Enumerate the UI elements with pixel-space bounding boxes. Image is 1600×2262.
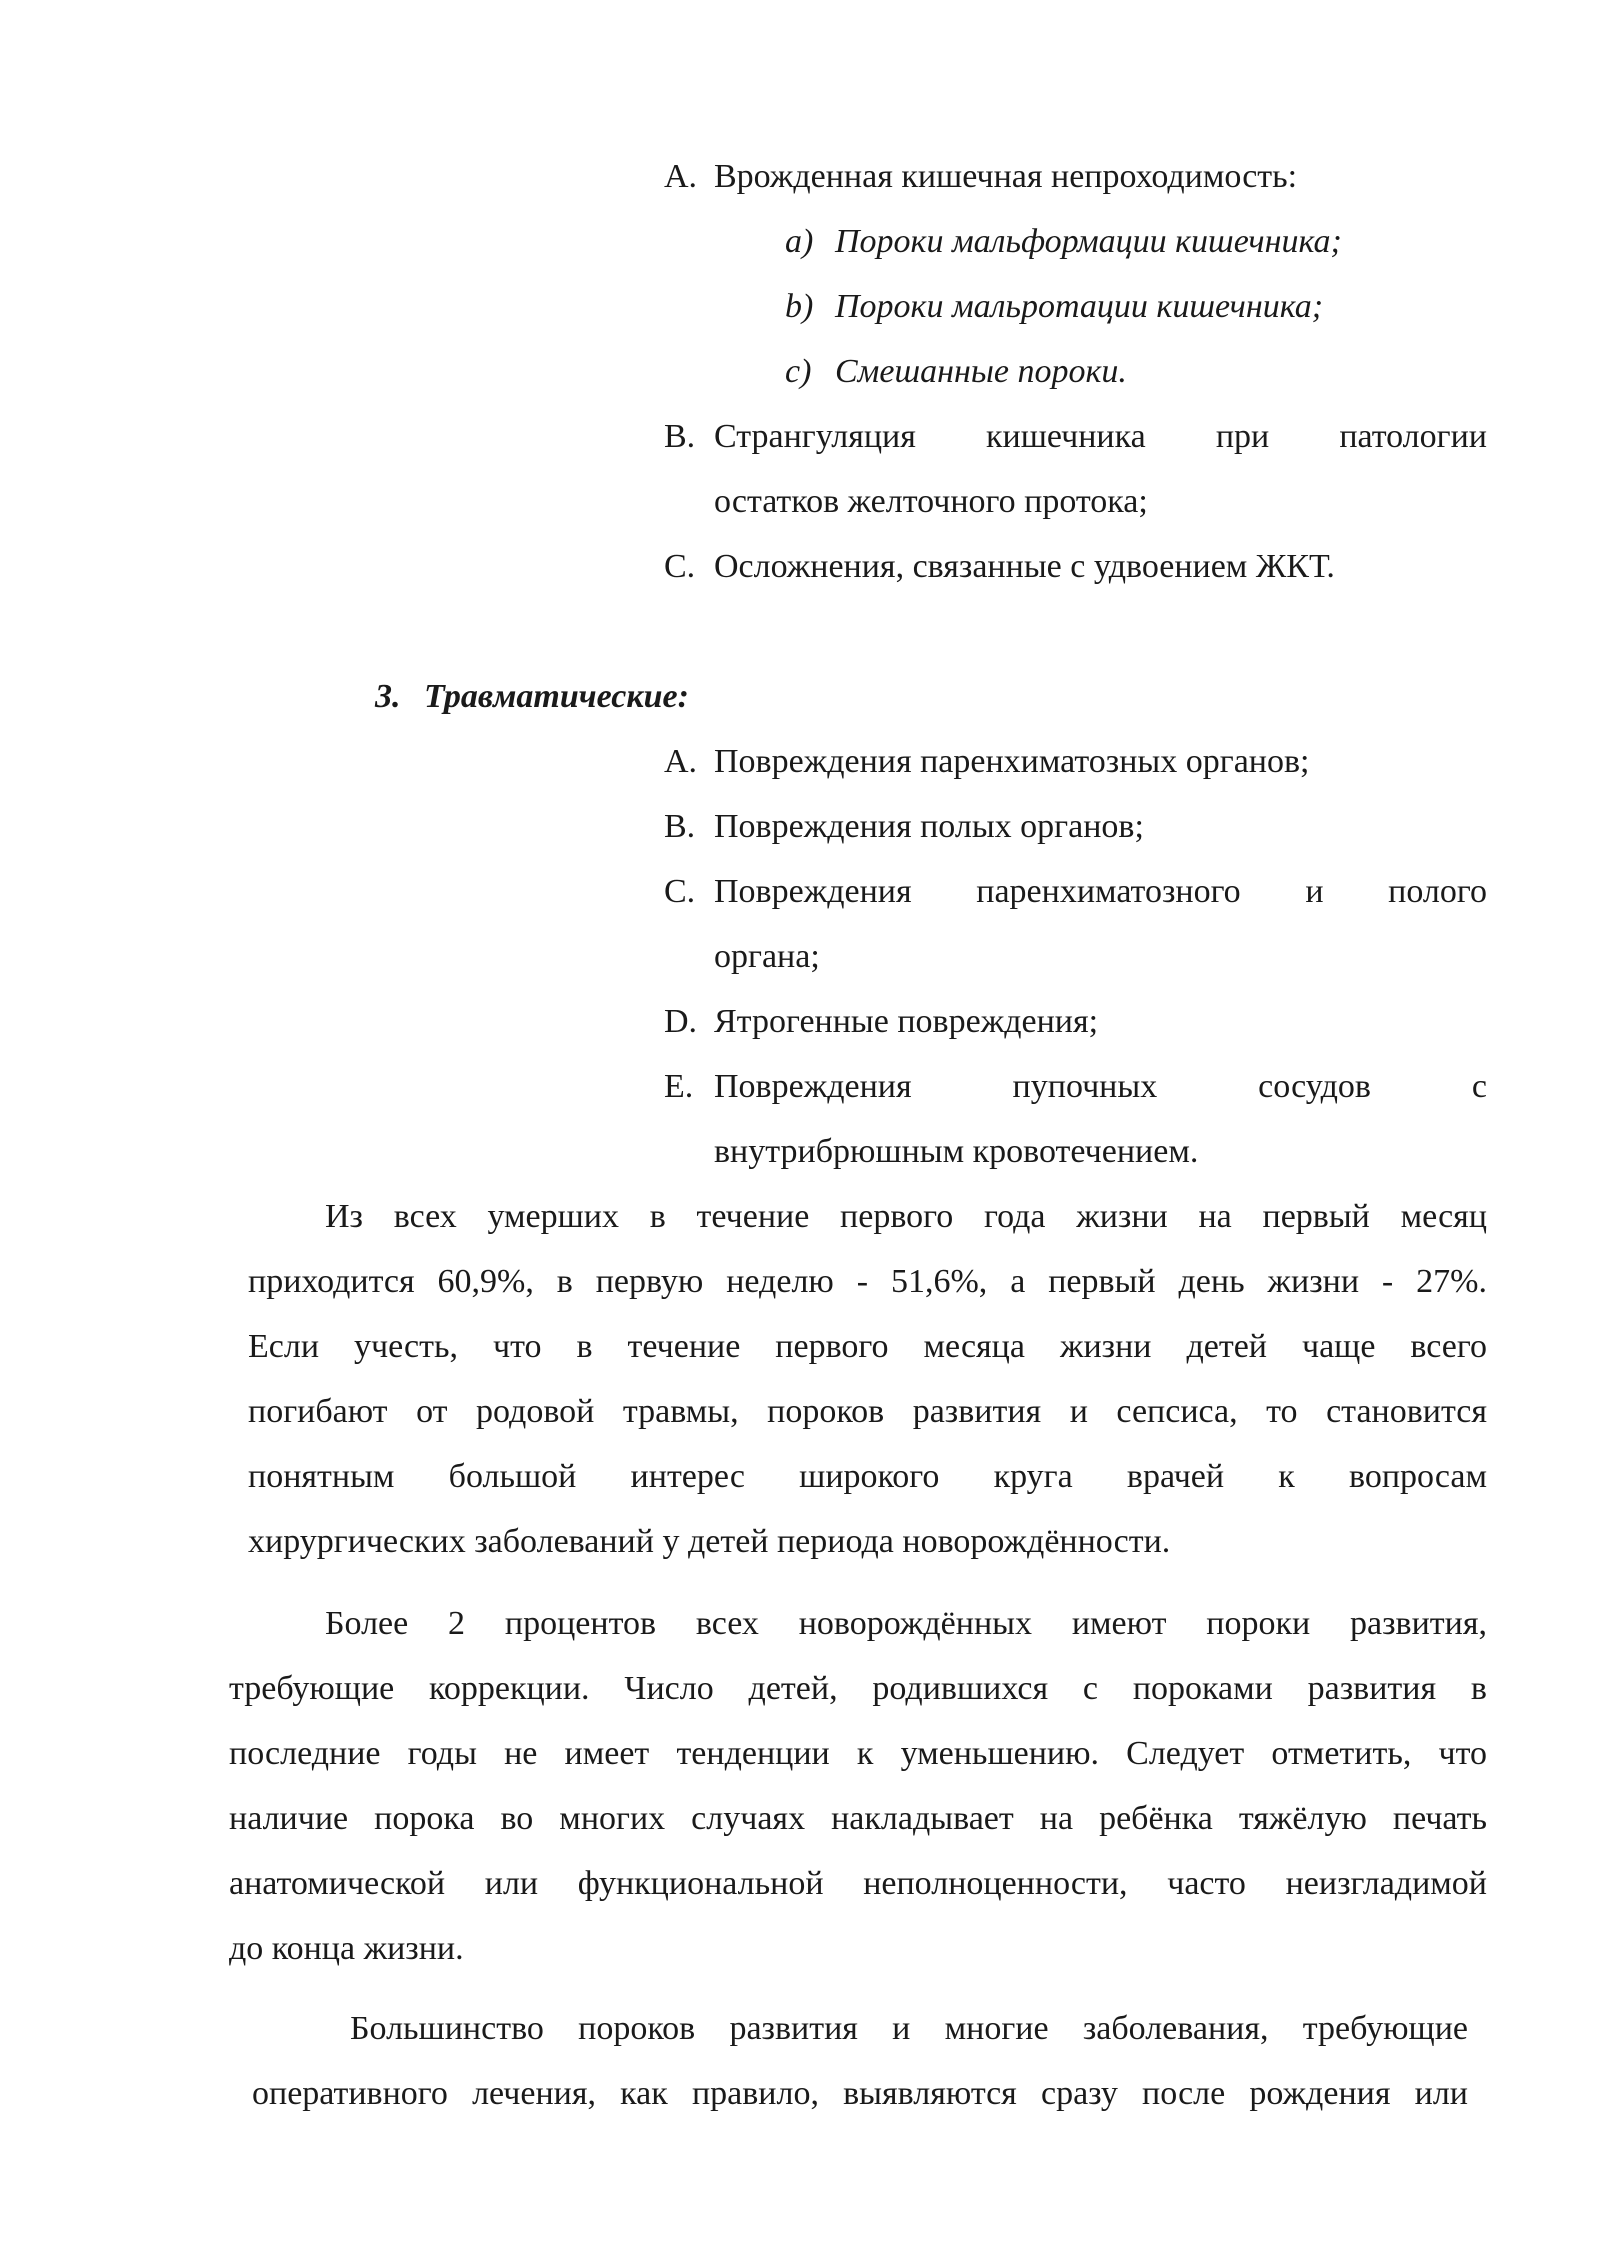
paragraph-1-line-5: понятным большой интерес широкого круга врачей к вопросам xyxy=(248,1458,1487,1495)
list-marker-2a: A. xyxy=(664,158,698,195)
list-marker-3c: C. xyxy=(664,873,696,910)
paragraph-1-line-1: Из всех умерших в течение первого года жизни на первый месяц xyxy=(325,1198,1487,1235)
list-marker-3b: B. xyxy=(664,808,696,845)
paragraph-2-line-1: Более 2 процентов всех новорождённых имеют пороки развития, xyxy=(325,1605,1487,1642)
list-item-2b-line1: Странгуляция кишечника при патологии xyxy=(714,418,1487,455)
paragraph-2-line-4: наличие порока во многих случаях накладывает на ребёнка тяжёлую печать xyxy=(229,1800,1487,1837)
list-marker-3d: D. xyxy=(664,1003,698,1040)
list-marker-3e: E. xyxy=(664,1068,694,1105)
paragraph-2-line-6: до конца жизни. xyxy=(229,1930,464,1967)
paragraph-2-line-2: требующие коррекции. Число детей, родившихся с пороками развития в xyxy=(229,1670,1487,1707)
sublist-marker-b: b) xyxy=(785,288,814,325)
list-item-3c-line2: органа; xyxy=(714,938,820,975)
section-3-title: Травматические: xyxy=(424,678,689,715)
list-item-3e-line1: Повреждения пупочных сосудов с xyxy=(714,1068,1487,1105)
list-item-2a-text: Врожденная кишечная непроходимость: xyxy=(714,158,1298,195)
section-3-number: 3. xyxy=(375,678,401,715)
list-item-3b-text: Повреждения полых органов; xyxy=(714,808,1144,845)
sublist-item-a-text: Пороки мальформации кишечника; xyxy=(835,223,1342,260)
paragraph-1-line-4: погибают от родовой травмы, пороков развития и сепсиса, то становится xyxy=(248,1393,1487,1430)
paragraph-3-line-1: Большинство пороков развития и многие заболевания, требующие xyxy=(350,2010,1468,2047)
paragraph-1-line-2: приходится 60,9%, в первую неделю - 51,6%, а первый день жизни - 27%. xyxy=(248,1263,1487,1300)
paragraph-1-line-3: Если учесть, что в течение первого месяца жизни детей чаще всего xyxy=(248,1328,1487,1365)
paragraph-1-line-6: хирургических заболеваний у детей периода новорождённости. xyxy=(248,1523,1171,1560)
sublist-marker-c: c) xyxy=(785,353,812,390)
list-item-2c-text: Осложнения, связанные с удвоением ЖКТ. xyxy=(714,548,1335,585)
list-item-3d-text: Ятрогенные повреждения; xyxy=(714,1003,1099,1040)
list-item-2b-line2: остатков желточного протока; xyxy=(714,483,1148,520)
list-item-3a-text: Повреждения паренхиматозных органов; xyxy=(714,743,1310,780)
list-item-3c-line1: Повреждения паренхиматозного и полого xyxy=(714,873,1487,910)
sublist-item-b-text: Пороки мальротации кишечника; xyxy=(835,288,1324,325)
sublist-item-c-text: Смешанные пороки. xyxy=(835,353,1127,390)
sublist-marker-a: a) xyxy=(785,223,814,260)
paragraph-2-line-3: последние годы не имеет тенденции к уменьшению. Следует отметить, что xyxy=(229,1735,1487,1772)
list-item-3e-line2: внутрибрюшным кровотечением. xyxy=(714,1133,1199,1170)
list-marker-2c: C. xyxy=(664,548,696,585)
list-marker-2b: B. xyxy=(664,418,696,455)
list-marker-3a: A. xyxy=(664,743,698,780)
paragraph-3-line-2: оперативного лечения, как правило, выявляются сразу после рождения или xyxy=(252,2075,1468,2112)
paragraph-2-line-5: анатомической или функциональной неполноценности, часто неизгладимой xyxy=(229,1865,1487,1902)
